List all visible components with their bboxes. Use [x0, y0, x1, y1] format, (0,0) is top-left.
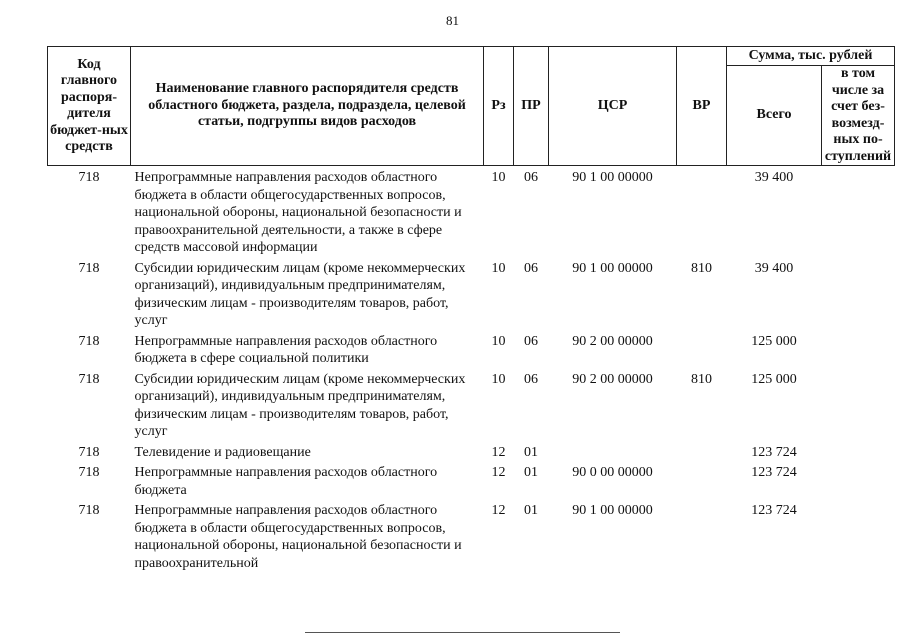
header-code: Код главного распоря-дителя бюджет-ных средств — [48, 47, 131, 166]
cell-incl — [822, 499, 895, 572]
cell-pr: 06 — [524, 260, 538, 276]
cell-pr: 01 — [524, 444, 538, 460]
cell-vr: 810 — [691, 371, 712, 387]
cell-csr: 90 2 00 00000 — [572, 371, 653, 387]
cell-csr: 90 1 00 00000 — [572, 260, 653, 276]
cell-total: 123 724 — [751, 465, 797, 480]
cell-csr: 90 1 00 00000 — [572, 170, 653, 185]
cell-name: Непрограммные направления расходов областного бюджета в области общегосударственных вопросов, национальной обороны, национальной безопасности и правоохранительной — [134, 503, 462, 571]
cell-incl — [822, 330, 895, 368]
table-row — [48, 499, 895, 572]
cell-name: Непрограммные направления расходов областного бюджета в сфере социальной политики — [134, 333, 438, 366]
cell-vr — [677, 330, 727, 368]
cell-code: 718 — [78, 503, 100, 518]
header-pr: ПР — [514, 47, 549, 166]
table-row — [48, 166, 895, 257]
cell-csr — [549, 441, 677, 462]
header-incl: в том числе за счет без-возмезд-ных по-ступлений — [822, 66, 895, 166]
header-vr: ВР — [677, 47, 727, 166]
cell-code: 718 — [78, 260, 100, 276]
table-row — [48, 368, 895, 441]
cell-total: 125 000 — [751, 333, 797, 349]
table-row — [48, 441, 895, 462]
cell-pr: 01 — [524, 503, 538, 518]
cell-rz: 12 — [491, 444, 506, 460]
cell-pr: 01 — [524, 465, 538, 480]
cell-vr — [677, 499, 727, 572]
table-row — [48, 330, 895, 368]
budget-table — [47, 46, 895, 572]
cell-csr: 90 1 00 00000 — [572, 503, 653, 518]
cell-rz: 10 — [491, 170, 506, 185]
cell-vr: 810 — [691, 260, 712, 276]
cell-rz: 10 — [491, 260, 506, 276]
cell-incl — [822, 461, 895, 499]
cell-total: 125 000 — [751, 371, 797, 387]
cell-rz: 10 — [491, 333, 506, 349]
cell-vr — [677, 461, 727, 499]
cell-vr — [677, 166, 727, 257]
cell-csr: 90 0 00 00000 — [572, 465, 653, 480]
cell-incl — [822, 257, 895, 330]
table-body — [48, 166, 895, 573]
header-name: Наименование главного распорядителя средств областного бюджета, раздела, подраздела, целевой статьи, подгруппы видов расходов — [131, 47, 484, 166]
table-header — [48, 47, 895, 166]
cell-total: 39 400 — [754, 170, 794, 185]
cell-total: 123 724 — [751, 444, 797, 460]
cell-csr: 90 2 00 00000 — [572, 333, 653, 349]
cell-pr: 06 — [524, 170, 538, 185]
table-row — [48, 461, 895, 499]
table-row — [48, 257, 895, 330]
cell-incl — [822, 368, 895, 441]
cell-rz: 12 — [491, 465, 506, 480]
cell-name: Непрограммные направления расходов областного бюджета — [134, 465, 438, 498]
bottom-divider — [305, 632, 620, 633]
cell-code: 718 — [78, 371, 100, 387]
header-sum: Сумма, тыс. рублей — [727, 47, 895, 66]
cell-name: Субсидии юридическим лицам (кроме некоммерческих организаций), индивидуальным предпринимателям, физическим лицам - производителям товаров, работ, услуг — [134, 260, 466, 328]
cell-name: Субсидии юридическим лицам (кроме некоммерческих организаций), индивидуальным предпринимателям, физическим лицам - производителям товаров, работ, услуг — [134, 371, 466, 439]
cell-code: 718 — [78, 444, 100, 460]
cell-incl — [822, 166, 895, 257]
cell-total: 39 400 — [754, 260, 794, 276]
cell-code: 718 — [78, 170, 100, 185]
cell-code: 718 — [78, 465, 100, 480]
cell-rz: 12 — [491, 503, 506, 518]
cell-name: Непрограммные направления расходов областного бюджета в области общегосударственных вопросов, национальной обороны, национальной безопасности и правоохранительной деятельности, а также в сфере средств массовой информации — [134, 170, 462, 255]
cell-pr: 06 — [524, 371, 538, 387]
cell-total: 123 724 — [751, 503, 797, 518]
header-csr: ЦСР — [549, 47, 677, 166]
cell-incl — [822, 441, 895, 462]
cell-name: Телевидение и радиовещание — [134, 444, 311, 460]
cell-code: 718 — [78, 333, 100, 349]
header-total: Всего — [727, 66, 822, 166]
cell-vr — [677, 441, 727, 462]
page-number: 81 — [446, 13, 459, 28]
cell-rz: 10 — [491, 371, 506, 387]
cell-pr: 06 — [524, 333, 538, 349]
header-rz: Рз — [484, 47, 514, 166]
